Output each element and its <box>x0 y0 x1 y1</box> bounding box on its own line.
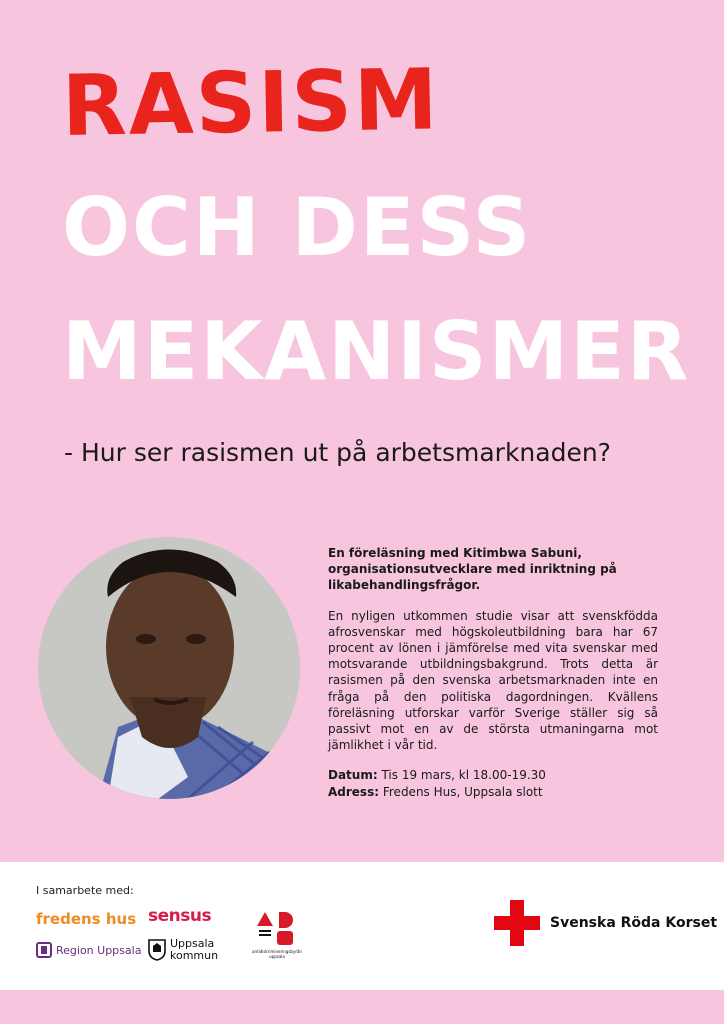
lead-text: En föreläsning med Kitimbwa Sabuni, organisationsutvecklare med inriktning på likabehandlingsfrågor. <box>328 546 617 593</box>
region-uppsala-logo <box>36 942 141 958</box>
title-och-dess: OCH DESS <box>62 181 533 274</box>
svenska-roda-korset-logo <box>494 900 717 946</box>
address-label: Adress: <box>328 784 380 799</box>
subtitle: - Hur ser rasismen ut på arbetsmarknaden? <box>64 438 611 467</box>
sensus-logo: sensus <box>148 906 212 926</box>
uppsala-kommun-logo <box>148 938 218 962</box>
red-cross-icon <box>494 900 540 946</box>
date-value: Tis 19 mars, kl 18.00-19.30 <box>381 768 546 783</box>
antidiskrimineringsbyran-logo <box>247 910 307 959</box>
body-text: En nyligen utkommen studie visar att svenskfödda afrosvenskar med högskoleutbildning bara har 67 procent av lönen i jämförelse med vita svenskar med motsvarande utbildningsbakgrund. Trots detta är rasismen på den svenska arbetsmarknaden inte en fråga på den politiska dagordningen. Kvällens föreläsning utforskar varför Sverige ställer sig så passivt mot en av de största utmaningarna mot jämlikhet i vår tid. <box>328 608 658 753</box>
title-mekanismer: MEKANISMER <box>62 305 691 398</box>
red-cross-text: Svenska Röda Korset <box>550 915 718 931</box>
address-value: Fredens Hus, Uppsala slott <box>382 784 543 799</box>
region-uppsala-text: Region Uppsala <box>56 943 142 957</box>
adb-text-1: antidiskrimineringsbyrån <box>252 949 302 954</box>
uppsala-kommun-icon <box>148 939 166 961</box>
region-uppsala-icon <box>36 942 52 958</box>
uppsala-kommun-text: Uppsala kommun <box>170 937 219 962</box>
adb-text-2: uppsala <box>269 954 285 959</box>
event-address <box>328 784 658 800</box>
event-date <box>328 767 658 783</box>
speaker-portrait-icon <box>38 537 300 799</box>
partner-footer <box>0 862 724 990</box>
fredens-hus-logo: fredens hus <box>36 910 137 928</box>
speaker-photo <box>38 537 300 799</box>
antidiskrimineringsbyran-icon <box>255 910 299 948</box>
date-label: Datum: <box>328 768 378 783</box>
description <box>328 545 658 800</box>
footer-label: I samarbete med: <box>36 884 134 897</box>
title-rasism: RASISM <box>61 50 441 155</box>
